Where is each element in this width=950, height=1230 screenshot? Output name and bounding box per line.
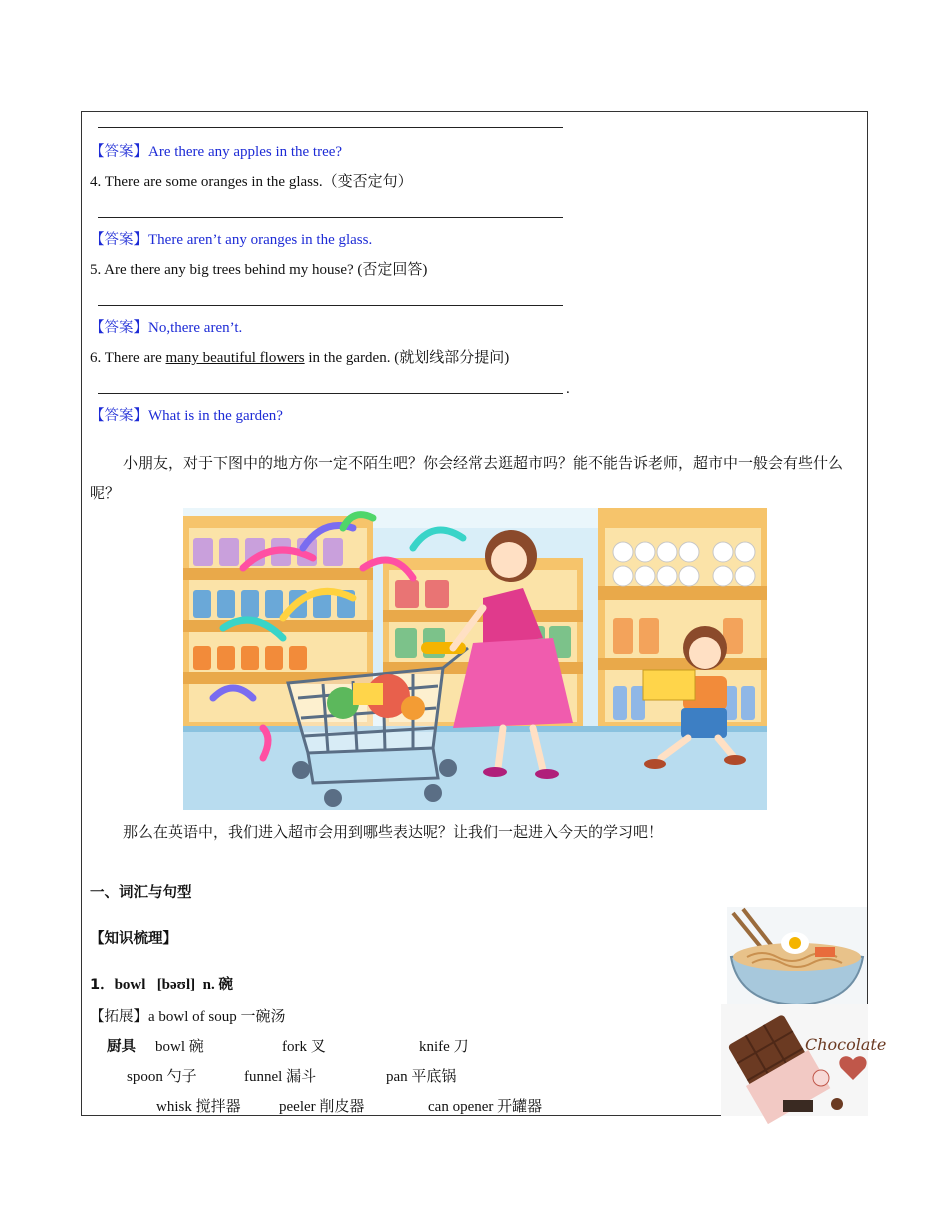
kitchenware-item: can opener 开罐器	[428, 1099, 543, 1115]
answer-line-q4	[90, 231, 372, 249]
kitchenware-item: bowl 碗	[155, 1039, 204, 1055]
kitchenware-item: knife 刀	[419, 1039, 469, 1055]
section-title: 一、词汇与句型	[90, 885, 192, 901]
answer-text: Are there any apples in the tree?	[148, 144, 343, 160]
extension-label: 【拓展】	[90, 1009, 148, 1025]
answer-blank-line	[98, 217, 563, 218]
kitchenware-item: peeler 削皮器	[279, 1099, 365, 1115]
vocab-item-1	[90, 976, 233, 994]
question-6	[90, 349, 509, 367]
intro-paragraph: 小朋友，对于下图中的地方你一定不陌生吧？你会经常去逛超市吗？能不能告诉老师，超市中一般会有些什么呢？	[90, 454, 844, 502]
chocolate-illustration	[721, 1004, 887, 1116]
answer-label: 【答案】	[90, 232, 148, 248]
vocab-pos: n.	[202, 977, 215, 993]
kitchenware-item: spoon 勺子	[127, 1069, 197, 1085]
answer-label: 【答案】	[90, 144, 148, 160]
answer-blank-line	[98, 127, 563, 128]
kitchenware-item: pan 平底锅	[386, 1069, 457, 1085]
supermarket-illustration	[183, 508, 767, 810]
extension-text: a bowl of soup 一碗汤	[148, 1009, 286, 1025]
question-6-prefix: 6. There are	[90, 350, 166, 366]
kitchenware-label: 厨具	[107, 1039, 136, 1055]
answer-line-q5	[90, 319, 242, 337]
question-5: 5. Are there any big trees behind my house? (否定回答)	[90, 262, 428, 278]
answer-text: What is in the garden?	[148, 408, 283, 424]
kitchenware-item: fork 叉	[282, 1039, 326, 1055]
vocab-number: 1．	[90, 977, 115, 993]
answer-text: No,there aren’t.	[148, 320, 243, 336]
vocab-word: bowl	[114, 977, 146, 993]
answer-text: There aren’t any oranges in the glass.	[148, 232, 373, 248]
extension-line	[90, 1008, 286, 1026]
question-6-suffix: in the garden. (就划线部分提问)	[304, 350, 510, 366]
answer-label: 【答案】	[90, 320, 148, 336]
answer-line-q6	[90, 407, 283, 425]
vocab-phonetic: [bəʊl]	[156, 977, 196, 993]
blank-period: .	[566, 381, 570, 397]
question-4: 4. There are some oranges in the glass.（变否定句）	[90, 174, 413, 190]
answer-label: 【答案】	[90, 408, 148, 424]
vocab-meaning: 碗	[218, 977, 233, 993]
answer-line-q3	[90, 143, 342, 161]
kitchenware-item: whisk 搅拌器	[156, 1099, 241, 1115]
knowledge-title: 【知识梳理】	[90, 931, 177, 947]
answer-blank-line	[98, 393, 563, 394]
transition-paragraph: 那么在英语中，我们进入超市会用到哪些表达呢？让我们一起进入今天的学习吧！	[123, 823, 664, 841]
question-6-underlined: many beautiful flowers	[165, 350, 305, 366]
noodle-bowl-illustration	[727, 907, 867, 1005]
chocolate-label: Chocolate	[805, 1035, 887, 1054]
answer-blank-line	[98, 305, 563, 306]
kitchenware-item: funnel 漏斗	[244, 1069, 317, 1085]
